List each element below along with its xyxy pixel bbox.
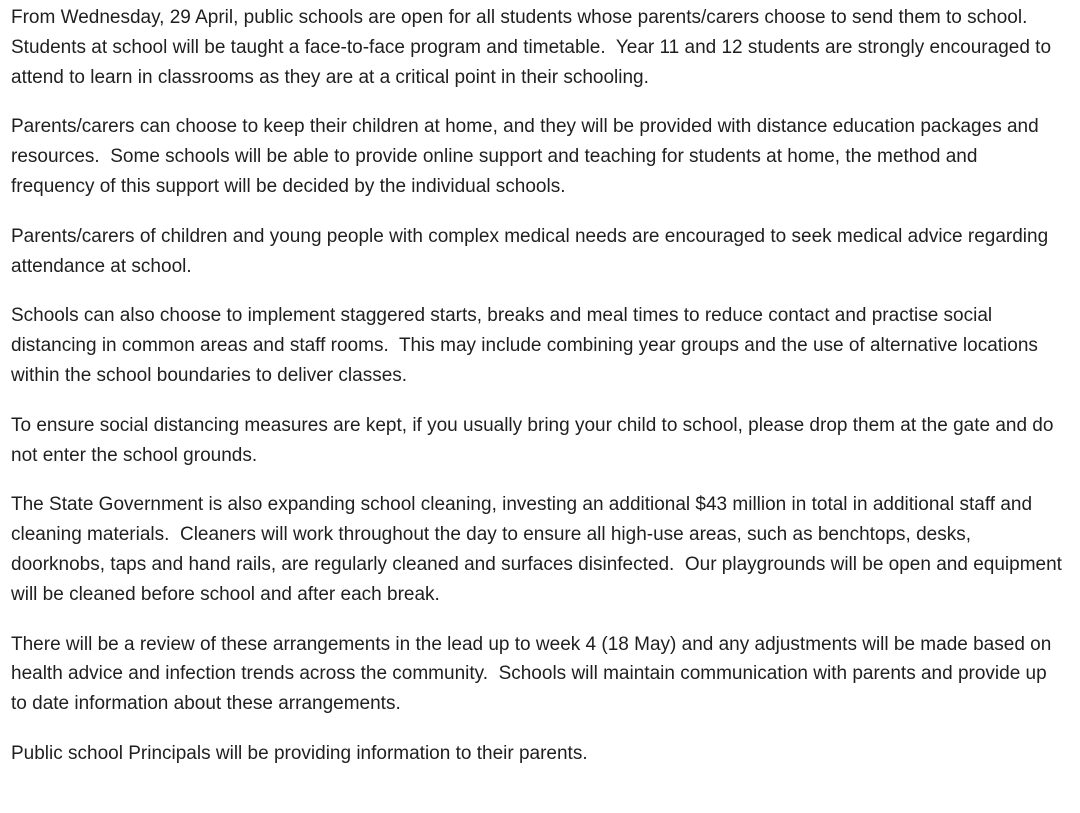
paragraph-cleaning: The State Government is also expanding school cleaning, investing an additional $43 million in total in additional staff and cleaning materials. Cleaners will work throughout the day to ensure all high-use areas, such as benchtops, desks, doorknobs, taps and hand rails, are regularly cleaned and surfaces disinfected. Our playgrounds will be open and equipment will be cleaned before school and after each break. bbox=[11, 494, 1068, 605]
paragraph-principals: Public school Principals will be providing information to their parents. bbox=[11, 742, 588, 764]
paragraph-drop-off: To ensure social distancing measures are kept, if you usually bring your child to school, please drop them at the gate and do not enter the school grounds. bbox=[11, 414, 1059, 466]
paragraph-home-learning: Parents/carers can choose to keep their children at home, and they will be provided with distance education packages and resources. Some schools will be able to provide online support and teaching for students at home, the method and frequency of this support will be decided by the individual schools. bbox=[11, 116, 1044, 197]
paragraph-staggered-starts: Schools can also choose to implement staggered starts, breaks and meal times to reduce contact and practise social distancing in common areas and staff rooms. This may include combining year groups and the use of alternative locations within the school boundaries to deliver classes. bbox=[11, 305, 1044, 386]
paragraph-review: There will be a review of these arrangements in the lead up to week 4 (18 May) and any adjustments will be made based on health advice and infection trends across the community. Schools will maintain communication with parents and provide up to date information about these arrangements. bbox=[11, 633, 1057, 715]
paragraph-medical-needs: Parents/carers of children and young people with complex medical needs are encouraged to seek medical advice regarding attendance at school. bbox=[11, 225, 1054, 277]
paragraph-school-opening: From Wednesday, 29 April, public schools are open for all students whose parents/carers choose to send them to school. Students at school will be taught a face-to-face program and timetable. Year 11 and 12 students are strongly encouraged to attend to learn in classrooms as they are at a critical point in their schooling. bbox=[11, 7, 1057, 88]
